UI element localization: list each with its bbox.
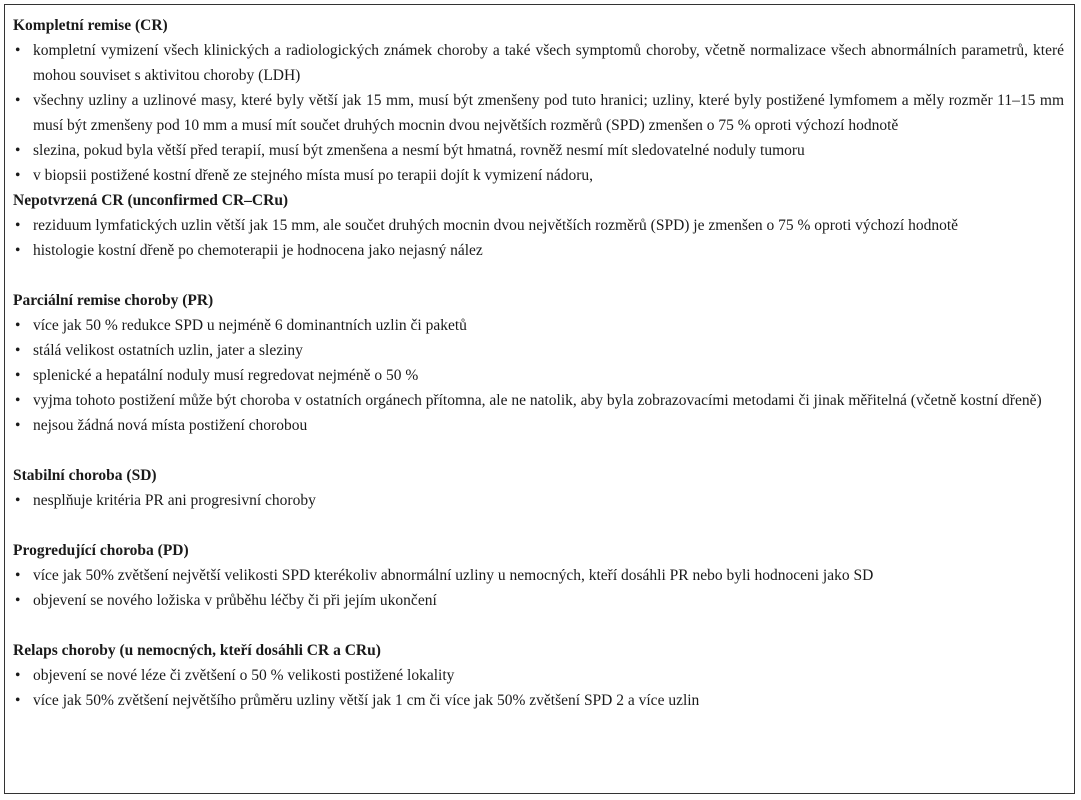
- list-item-text: v biopsii postižené kostní dřeně ze stejného místa musí po terapii dojít k vymizení nádoru,: [33, 167, 594, 184]
- section-heading: Relaps choroby (u nemocných, kteří dosáhli CR a CRu): [13, 642, 381, 659]
- list-item: [13, 88, 1064, 138]
- criteria-section: [13, 288, 1064, 438]
- bullet-icon: •: [15, 567, 21, 584]
- criteria-section: [13, 538, 1064, 613]
- criteria-section: [13, 13, 1064, 188]
- list-item: [13, 213, 1064, 238]
- list-item: [13, 413, 1064, 438]
- bullet-icon: •: [15, 42, 21, 59]
- list-item: [13, 138, 1064, 163]
- bullet-icon: •: [15, 142, 21, 159]
- bullet-icon: •: [15, 167, 21, 184]
- list-item-text: více jak 50 % redukce SPD u nejméně 6 dominantních uzlin či paketů: [33, 317, 467, 334]
- list-item-text: vyjma tohoto postižení může být choroba v ostatních orgánech přítomna, ale ne natolik, aby byla zobrazovacími metodami či jinak měřitelná (včetně kostní dřeně): [33, 392, 1042, 409]
- bullet-icon: •: [15, 242, 21, 259]
- bullet-icon: •: [15, 592, 21, 609]
- criteria-list: [13, 313, 1064, 438]
- list-item-text: slezina, pokud byla větší před terapií, musí být zmenšena a nesmí být hmatná, rovněž nesmí mít sledovatelné noduly tumoru: [33, 142, 805, 159]
- section-heading: Progredující choroba (PD): [13, 542, 189, 559]
- bullet-icon: •: [15, 692, 21, 709]
- bullet-icon: •: [15, 417, 21, 434]
- criteria-section: [13, 638, 1064, 713]
- bullet-icon: •: [15, 392, 21, 409]
- list-item: [13, 338, 1064, 363]
- bullet-icon: •: [15, 367, 21, 384]
- criteria-table-frame: [4, 4, 1075, 794]
- criteria-list: [13, 563, 1064, 613]
- section-heading: Kompletní remise (CR): [13, 17, 168, 34]
- list-item-text: všechny uzliny a uzlinové masy, které byly větší jak 15 mm, musí být zmenšeny pod tuto hranici; uzliny, které byly postižené lymfomem a měly rozměr 11–15 mm musí být zmenšeny pod 10 mm a musí mít součet druhých mocnin dvou největších rozměrů (SPD) zmenšen o 75 % oproti výchozí hodnotě: [33, 92, 1064, 134]
- criteria-section: [13, 188, 1064, 263]
- section-heading: Nepotvrzená CR (unconfirmed CR–CRu): [13, 192, 289, 209]
- list-item-text: nejsou žádná nová místa postižení chorobou: [33, 417, 308, 434]
- list-item-text: více jak 50% zvětšení největšího průměru uzliny větší jak 1 cm či více jak 50% zvětšení SPD 2 a více uzlin: [33, 692, 700, 709]
- section-heading: Stabilní choroba (SD): [13, 467, 157, 484]
- criteria-section: [13, 463, 1064, 513]
- section-heading: Parciální remise choroby (PR): [13, 292, 214, 309]
- list-item-text: objevení se nového ložiska v průběhu léčby či při jejím ukončení: [33, 592, 437, 609]
- bullet-icon: •: [15, 317, 21, 334]
- bullet-icon: •: [15, 217, 21, 234]
- criteria-list: [13, 213, 1064, 263]
- list-item: [13, 388, 1064, 413]
- list-item: [13, 363, 1064, 388]
- list-item-text: nesplňuje kritéria PR ani progresivní choroby: [33, 492, 316, 509]
- bullet-icon: •: [15, 342, 21, 359]
- list-item-text: splenické a hepatální noduly musí regredovat nejméně o 50 %: [33, 367, 419, 384]
- criteria-list: [13, 663, 1064, 713]
- list-item-text: histologie kostní dřeně po chemoterapii je hodnocena jako nejasný nález: [33, 242, 483, 259]
- criteria-list: [13, 38, 1064, 188]
- list-item: [13, 238, 1064, 263]
- criteria-list: [13, 488, 1064, 513]
- bullet-icon: •: [15, 492, 21, 509]
- bullet-icon: •: [15, 667, 21, 684]
- list-item: [13, 488, 1064, 513]
- criteria-content: [13, 13, 1064, 713]
- list-item: [13, 163, 1064, 188]
- list-item-text: reziduum lymfatických uzlin větší jak 15 mm, ale součet druhých mocnin dvou největších rozměrů (SPD) je zmenšen o 75 % oproti výchozí hodnotě: [33, 217, 959, 234]
- bullet-icon: •: [15, 92, 21, 109]
- list-item: [13, 688, 1064, 713]
- list-item: [13, 588, 1064, 613]
- list-item: [13, 563, 1064, 588]
- list-item: [13, 313, 1064, 338]
- list-item: [13, 663, 1064, 688]
- list-item-text: objevení se nové léze či zvětšení o 50 % velikosti postižené lokality: [33, 667, 455, 684]
- list-item: [13, 38, 1064, 88]
- list-item-text: více jak 50% zvětšení největší velikosti SPD kterékoliv abnormální uzliny u nemocných, kteří dosáhli PR nebo byli hodnoceni jako SD: [33, 567, 874, 584]
- list-item-text: stálá velikost ostatních uzlin, jater a sleziny: [33, 342, 303, 359]
- list-item-text: kompletní vymizení všech klinických a radiologických známek choroby a také všech symptomů choroby, včetně normalizace všech abnormálních parametrů, které mohou souviset s aktivitou choroby (LDH): [33, 42, 1064, 84]
